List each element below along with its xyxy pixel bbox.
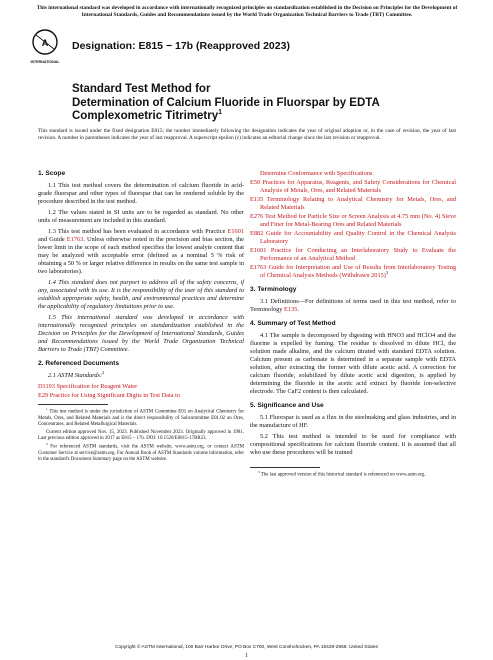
link-e135[interactable]: E135 — [284, 306, 298, 313]
ref-d1193[interactable]: D1193 Specification for Reagent Water — [38, 383, 138, 390]
section-heading-summary: 4. Summary of Test Method — [250, 320, 336, 327]
ref-e135[interactable]: E135 Terminology Relating to Analytical Chemistry for Metals, Ores, and Related Materials — [250, 196, 456, 211]
footnote-2: $^2$ For referenced ASTM standards, visit the ASTM website, www.astm.org, or contact ASTM Customer Service at service@astm.org. For Annual Book of ASTM Standards volume information, refer to the standard's Document Summary page on the ASTM website. — [38, 442, 244, 462]
document-title — [72, 83, 402, 124]
svg-text:A: A — [41, 38, 49, 48]
para-4-1: 4.1 The sample is decomposed by digesting with HNO3 and HClO4 and the fluorine is expelled by fuming. The residue is dissolved in dilute HCl, the solution made alkaline, and the calcium titrated with standard EDTA solution. Calcium present as carbonate is determined in a separate sample with EDTA solution, after extracting the former with dilute acetic acid. A correction for calcium fluoride, solubilized by dilute acetic acid digestion, is applied by determining the fluoride in the acetic acid extract by fluoride ion-selective electrode. The CaF2 content is then calculated. — [250, 332, 456, 395]
issued-statement: This standard is issued under the fixed designation E815; the number immediately following the designation indicates the year of original adoption or, in the case of revision, the year of last revision. A number in parentheses indicates the year of last reapproval. A superscript epsilon (ε) indicates an editorial change since the last revision or reapproval. — [38, 128, 456, 141]
para-5-2: 5.2 This test method is intended to be used for compliance with compositional specifications for calcium fluoride content. It is assumed that all who use these procedures will be trained — [250, 433, 456, 456]
title-line-1: Standard Test Method for — [72, 83, 211, 95]
footnote-separator-right — [250, 467, 320, 468]
tbt-notice: This international standard was developed in accordance with internationally recognized principles on standardization established in the Decision on Principles for the Development of International Standards, Guides and Recommendations issued by the World Trade Organization Technical Barriers to Trade (TBT) Committee. — [36, 5, 458, 18]
link-e1763[interactable]: E1763 — [66, 236, 84, 243]
footnote-1-edition: Current edition approved Nov. 15, 2023. Published November 2023. Originally approved in 1981. Last previous edition approved in 2017 as E815 – 17b. DOI: 10.1520/E0815-17BR23. — [38, 429, 244, 441]
ref-e50[interactable]: E50 Practices for Apparatus, Reagents, and Safety Considerations for Chemical Analysis of Metals, Ores, and Related Materials — [250, 179, 457, 194]
designation: Designation: E815 − 17b (Reapproved 2023) — [72, 40, 290, 52]
para-1-5: 1.5 This international standard was developed in accordance with internationally recognized principles on standardization established in the Decision on Principles for the Development of International Standards, Guides and Recommendations issued by the World Trade Organization Technical Barriers to Trade (TBT) Committee. — [38, 314, 244, 353]
title-footnote-marker: 1 — [218, 109, 223, 117]
para-3-1: 3.1 Definitions—For definitions of terms used in this test method, refer to Terminology E135. — [250, 298, 456, 313]
page-number: 1 — [245, 653, 248, 659]
para-1-1: 1.1 This test method covers the determination of calcium fluoride in acid-grade fluorspar and other types of fluorspar that can be rendered soluble by the procedure described in the test method. — [38, 182, 244, 205]
astm-standards-label: 2.1 ASTM Standards:$^2$ — [48, 369, 105, 379]
ref-e1601[interactable]: E1601 Practice for Conducting an Interlaboratory Study to Evaluate the Performance of an Analytical Method — [250, 247, 456, 262]
link-e1601[interactable]: E1601 — [227, 228, 244, 235]
para-5-1: 5.1 Fluorspar is used as a flux in the steelmaking and glass industries, and in the manufacture of HF. — [250, 414, 456, 429]
para-1-3: 1.3 This test method has been evaluated in accordance with Practice E1601 and Guide E1763. Unless otherwise noted in the precision and bias section, the lower limit in the scope of each method specifies the lowest analyte content that may be analyzed with acceptable error (defined as a nominal 5 % risk of obtaining a 50 % or larger relative difference in results on the same test sample in two laboratories). — [38, 228, 244, 275]
copyright-footer: Copyright © ASTM International, 100 Barr Harbor Drive, PO Box C700, West Conshohocken, PA 19428-2959. United States — [115, 645, 378, 650]
ref-e29-continued[interactable]: Determine Conformance with Specifications — [260, 170, 373, 177]
section-heading-terminology: 3. Terminology — [250, 286, 297, 293]
ref-e1763[interactable]: E1763 Guide for Interpretation and Use of Results from Interlaboratory Testing of Chemical Analysis Methods (Withdrawn 2015)$^3$ — [250, 264, 456, 279]
ref-e29[interactable]: E29 Practice for Using Significant Digits in Test Data to — [38, 392, 180, 399]
right-column — [250, 170, 456, 481]
title-line-3: Complexometric Titrimetry$^1$ — [72, 109, 223, 122]
para-1-2: 1.2 The values stated in SI units are to be regarded as standard. No other units of measurement are included in this standard. — [38, 209, 244, 224]
title-line-2: Determination of Calcium Fluoride in Fluorspar by EDTA — [72, 96, 380, 109]
ref-e276[interactable]: E276 Test Method for Particle Size or Screen Analysis at 4.75 mm (No. 4) Sieve and Finer for Metal-Bearing Ores and Related Materials — [250, 213, 456, 228]
section-heading-significance: 5. Significance and Use — [250, 402, 324, 409]
astm-logo — [30, 29, 60, 63]
footnote-3: $^3$ The last approved version of this historical standard is referenced on www.astm.org. — [258, 470, 426, 478]
footnote-1: $^1$ This test method is under the jurisdiction of ASTM Committee E01 on Analytical Chemistry for Metals, Ores, and Related Materials and is the direct responsibility of Subcommittee E01.02 on Ores, Concentrates, and Related Metallurgical Materials. — [38, 407, 245, 427]
para-1-4: 1.4 This standard does not purport to address all of the safety concerns, if any, associated with its use. It is the responsibility of the user of this standard to establish appropriate safety, health, and environmental practices and determine the applicability of regulatory limitations prior to use. — [38, 279, 244, 310]
section-heading-scope: 1. Scope — [38, 170, 66, 177]
logo-caption: INTERNATIONAL — [30, 60, 60, 64]
footnote-separator — [38, 404, 108, 405]
ref-e882[interactable]: E882 Guide for Accountability and Quality Control in the Chemical Analysis Laboratory — [250, 230, 457, 245]
section-heading-referenced-documents: 2. Referenced Documents — [38, 360, 119, 367]
left-column — [38, 170, 244, 465]
